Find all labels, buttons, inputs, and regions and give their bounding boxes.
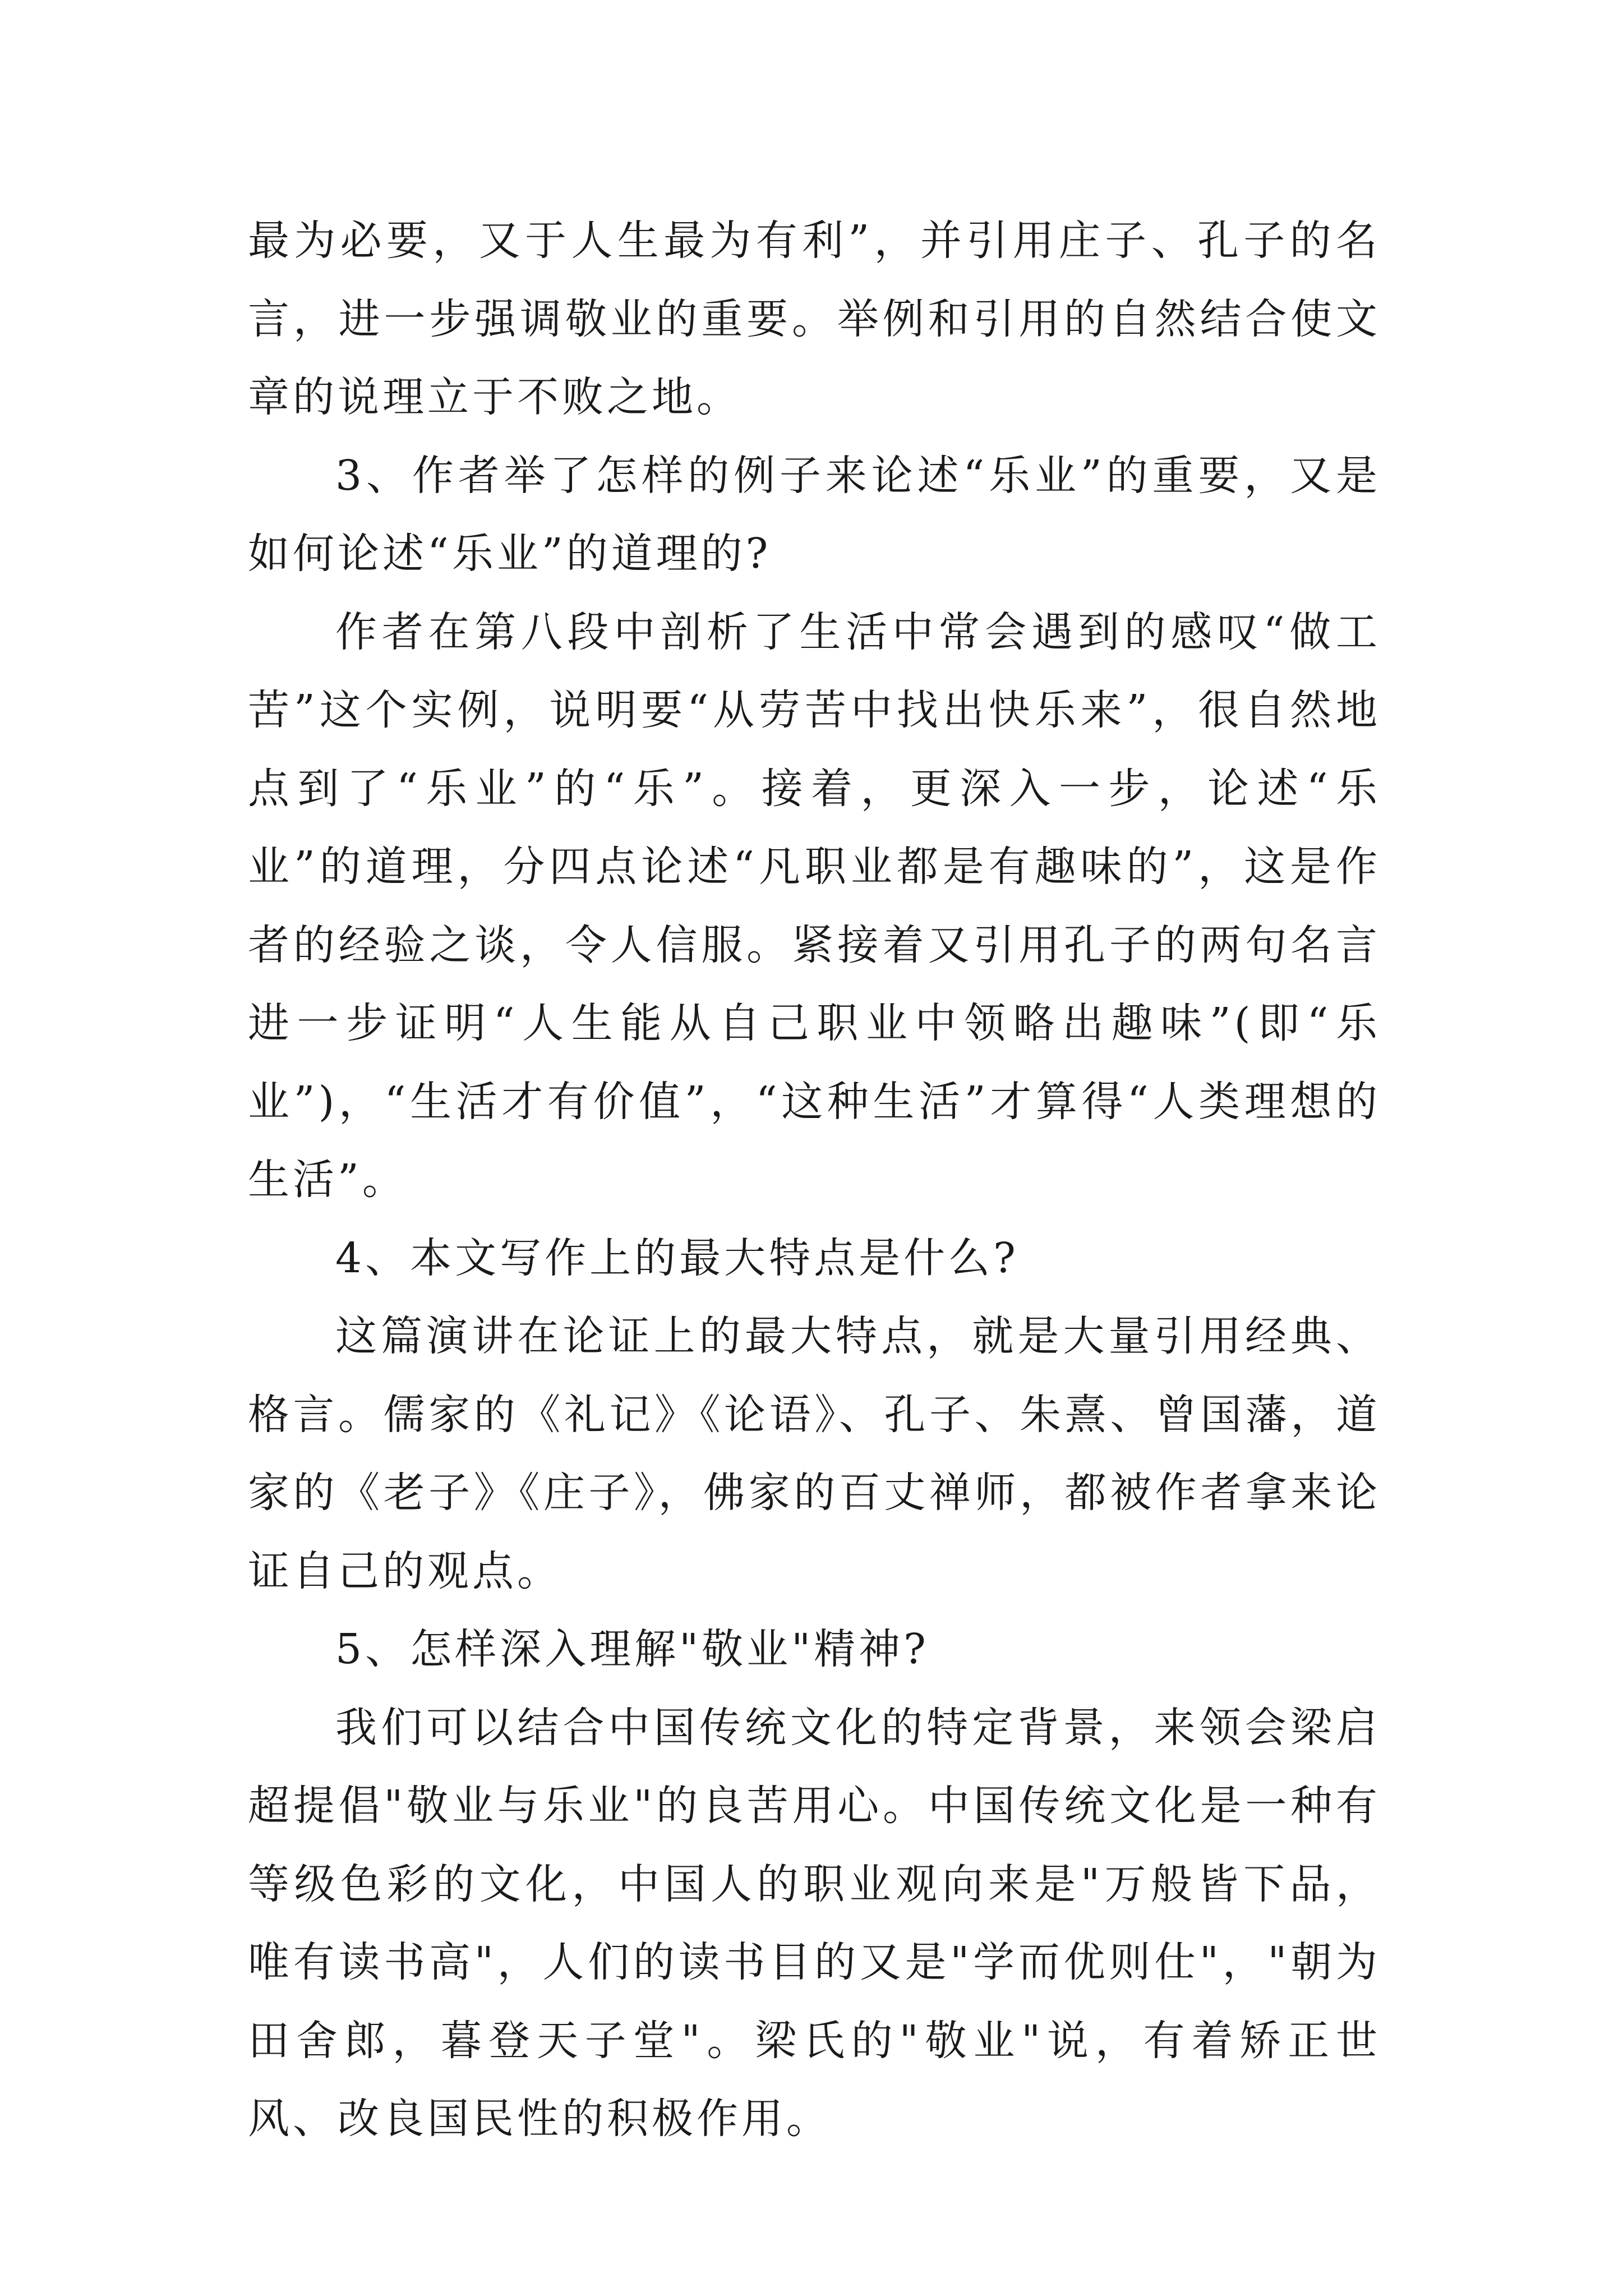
answer-4: 这篇演讲在论证上的最大特点，就是大量引用经典、格言。儒家的《礼记》《论语》、孔子、朱熹、曾国藩，道家的《老子》《庄子》，佛家的百丈禅师，都被作者拿来论证自己的观点。 <box>248 1312 1381 1595</box>
question-4: 4、本文写作上的最大特点是什么? <box>335 1234 1019 1282</box>
question-5: 5、怎样深入理解"敬业"精神? <box>335 1625 929 1673</box>
answer-3: 作者在第八段中剖析了生活中常会遇到的感叹“做工苦”这个实例，说明要“从劳苦中找出快乐来”，很自然地点到了“乐业”的“乐”。接着，更深入一步，论述“乐业”的道理，分四点论述“凡职业都是有趣味的”，这是作者的经验之谈，令人信服。紧接着又引用孔子的两句名言进一步证明“人生能从自己职业中领略出趣味”(即“乐业”)，“生活才有价值”，“这种生活”才算得“人类理想的生活”。 <box>248 608 1381 1204</box>
paragraph: 最为必要，又于人生最为有利”，并引用庄子、孔子的名言，进一步强调敬业的重要。举例和引用的自然结合使文章的说理立于不败之地。 <box>248 217 1381 421</box>
answer-5: 我们可以结合中国传统文化的特定背景，来领会梁启超提倡"敬业与乐业"的良苦用心。中国传统文化是一种有等级色彩的文化，中国人的职业观向来是"万般皆下品，唯有读书高"，人们的读书目的又是"学而优则仕"，"朝为田舍郎，暮登天子堂"。梁氏的"敬业"说，有着矫正世风、改良国民性的积极作用。 <box>248 1703 1381 2143</box>
question-3: 3、作者举了怎样的例子来论述“乐业”的重要，又是如何论述“乐业”的道理的? <box>248 451 1381 578</box>
document-body <box>248 202 1381 2159</box>
